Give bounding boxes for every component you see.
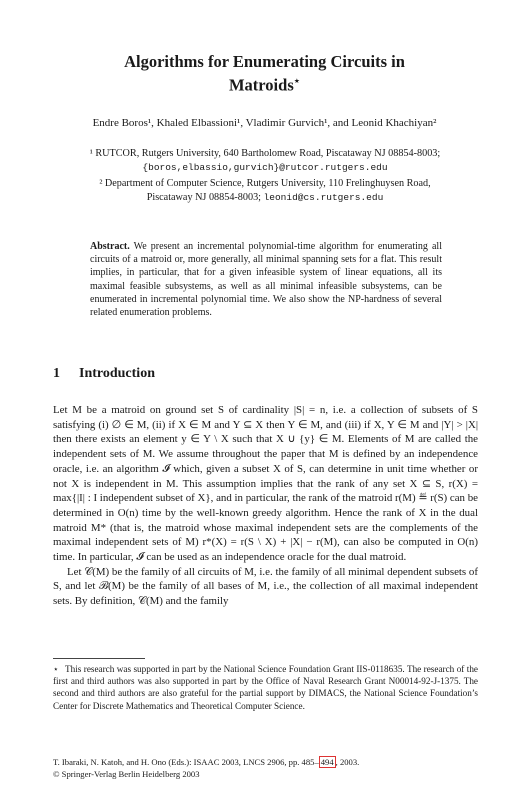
section-number: 1 [53,366,60,381]
affiliation-2-city: Piscataway NJ 08854-8003; [146,192,264,203]
affiliation-1-address: ¹ RUTCOR, Rutgers University, 640 Bartholomew Road, Piscataway NJ 08854-8003; [89,148,441,159]
paper-title [40,52,489,96]
title-line-2: Matroids [228,75,294,95]
paragraph-2: Let 𝒞(M) be the family of all circuits of M, i.e. the family of all minimal dependent subsets of S, and let ℬ(M) be the family of all bases of M, i.e., the collection of all maximal independent sets. By definition, 𝒞(M) and the family [53,565,478,608]
footer-page-link[interactable]: 494 [320,757,334,767]
footnote-mark: ⋆ [53,664,59,674]
footnote [53,663,478,712]
affiliation-2-email: leonid@cs.rutgers.edu [263,192,384,203]
abstract-label: Abstract. [90,241,130,252]
section-title: Introduction [79,366,155,381]
affiliation-2 [50,177,480,205]
affiliation-1 [50,147,480,175]
footnote-rule [53,658,145,659]
affiliation-1-emails: {boros,elbassio,gurvich}@rutcor.rutgers.edu [142,162,388,173]
abstract-text: We present an incremental polynomial-time algorithm for enumerating all circuits of a matroid or, more generally, all minimal spanning sets for a flat. This result implies, in particular, that for a given infeasible system of linear equations, all its maximal feasible subsystems, as well as all minimal infeasible subsystems, can be enumerated in incremental polynomial time. We also show the NP-hardness of several related enumeration problems. [90,241,442,319]
title-footnote-mark: ⋆ [293,76,301,87]
footer-year: , 2003. [335,757,360,767]
title-line-1: Algorithms for Enumerating Circuits in [124,52,405,71]
affiliation-2-address: ² Department of Computer Science, Rutgers University, 110 Frelinghuysen Road, [99,178,431,189]
footnote-text: This research was supported in part by the National Science Foundation Grant IIS-0118635. The research of the first and third authors was also supported in part by the Office of Naval Research Grant N00014-92-J-1375. The second and third authors are also grateful for the partial support by DIMACS, the National Science Foundation’s Center for Discrete Mathematics and Theoretical Computer Science. [53,664,478,711]
body-text [53,403,478,609]
footer-copyright: © Springer-Verlag Berlin Heidelberg 2003 [53,768,200,779]
section-heading [53,366,155,382]
abstract [90,240,442,319]
author-list: Endre Boros¹, Khaled Elbassioni¹, Vladimir Gurvich¹, and Leonid Khachiyan² [92,117,437,129]
footer-citation: T. Ibaraki, N. Katoh, and H. Ono (Eds.): ISAAC 2003, LNCS 2906, pp. 485– [53,757,319,767]
publication-footer [53,757,359,780]
paragraph-1: Let M be a matroid on ground set S of cardinality |S| = n, i.e. a collection of subsets of S satisfying (i) ∅ ∈ M, (ii) if X ∈ M and Y ⊆ X then Y ∈ M, and (iii) if X, Y ∈ M and |Y| > |X| then there exists an element y ∈ Y \ X such that X ∪ {y} ∈ M. Elements of M are called the independent sets of M. We assume throughout the paper that M is defined by an independence oracle, i.e. an algorithm 𝓘 which, given a subset X of S, can determine in unit time whether or not X is independent in M. This assumption implies that the rank of any set X ⊆ S, r(X) = max{|I| : I independent subset of X}, and in particular, the rank of the matroid r(M) ≝ r(S) can be determined in O(n) time by the well-known greedy algorithm. Hence the rank of X in the dual matroid M* (that is, the matroid whose maximal independent sets are the complements of the maximal independent sets of M) r*(X) = r(S \ X) + |X| − r(M), can also be computed in O(n) time. In particular, 𝓘 can be used as an independence oracle for the dual matroid. [53,404,478,564]
